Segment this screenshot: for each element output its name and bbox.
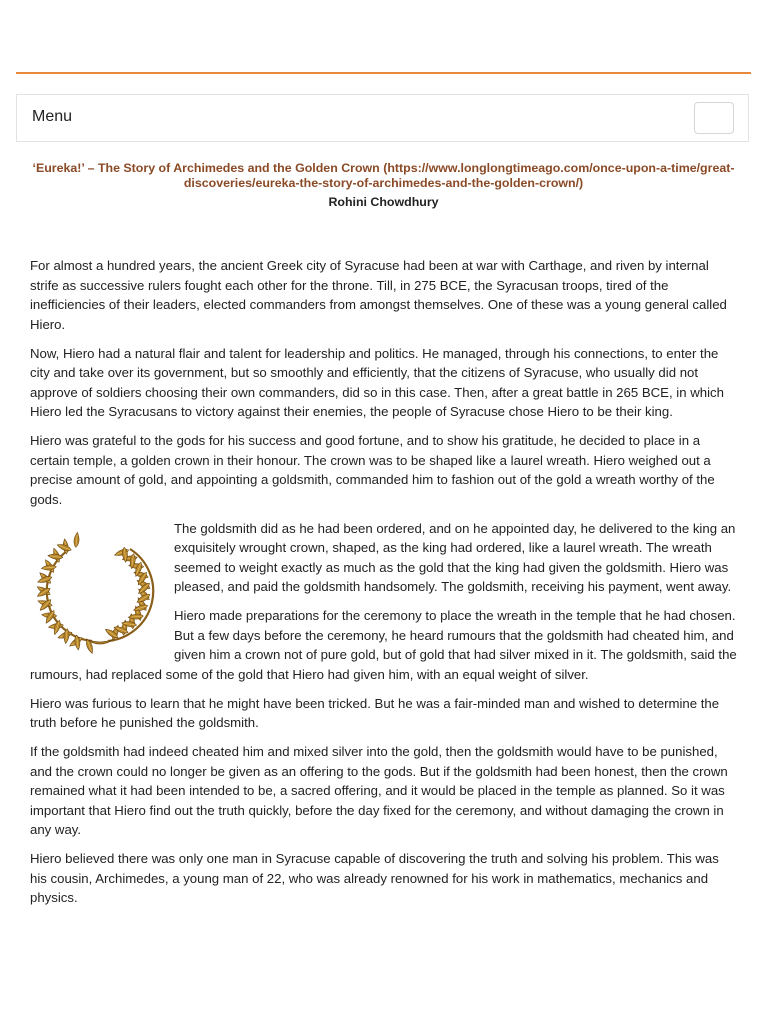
story-paragraph-2: Now, Hiero had a natural flair and talent for leadership and politics. He managed, through his connections, to enter the city and take over its government, but so smoothly and efficiently, that the citizens of Syracuse, who usually did not approve of soldiers choosing their own commanders, did so in this case. Then, after a great battle in 265 BCE, in which Hiero led the Syracusans to victory against their enemies, the people of Syracuse chose Hiero to be their king.: [30, 345, 724, 419]
laurel-wreath-icon: [30, 519, 170, 659]
menu-toggle-button[interactable]: [694, 102, 734, 134]
story-paragraph-3: Hiero was grateful to the gods for his success and good fortune, and to show his gratitude, he decided to place in a certain temple, a golden crown in their honour. The crown was to be shaped like a laurel wreath. Hiero weighed out a precise amount of gold, and appointing a goldsmith, commanded him to fashion out of the gold a wreath worthy of the gods.: [30, 433, 715, 507]
header-accent-rule: [16, 72, 751, 74]
nav-menu-bar: [16, 94, 749, 142]
story-author: Rohini Chowdhury: [328, 195, 439, 209]
story-header: [30, 161, 737, 210]
story-paragraph-6: Hiero was furious to learn that he might have been tricked. But he was a fair-minded man and wished to determine the truth before he punished the goldsmith.: [30, 695, 720, 730]
story-paragraph-7: If the goldsmith had indeed cheated him and mixed silver into the gold, then the goldsmith would have to be punished, and the crown could no longer be given as an offering to the gods. But if the goldsmith had been honest, then the crown remained what it had been intended to be, a sacred offering, and it would be placed in the temple as planned. So it was important that Hiero find out the truth quickly, before the day fixed for the ceremony, and without damaging the crown in any way.: [30, 744, 728, 837]
story-paragraph-5: Hiero made preparations for the ceremony to place the wreath in the temple that he had chosen. But a few days before the ceremony, he heard rumours that the goldsmith had cheated him, and given him a crown not of pure gold, but of gold that had silver mixed in it. The goldsmith, said the rumours, had replaced some of the gold that Hiero had given him, with an equal weight of silver.: [30, 608, 737, 682]
story-paragraph-1: For almost a hundred years, the ancient Greek city of Syracuse had been at war with Carthage, and riven by internal strife as successive rulers fought each other for the throne. Till, in 275 BCE, the Syracusan troops, tired of the inefficiencies of their leaders, elected commanders from amongst themselves. One of these was a young general called Hiero.: [30, 258, 727, 332]
story-paragraph-4: The goldsmith did as he had been ordered, and on he appointed day, he delivered to the king an exquisitely wrought crown, shaped, as the king had ordered, like a laurel wreath. The wreath seemed to weight exactly as much as the gold that the king had given the goldsmith. Hiero was pleased, and paid the goldsmith handsomely. The goldsmith, receiving his payment, went away.: [174, 520, 736, 594]
story-source-link[interactable]: ‘Eureka!’ – The Story of Archimedes and the Golden Crown (https://www.longlongtimeago.com/once-upon-a-time/great-discoveries/eureka-the-story-of-archimedes-and-the-golden-crown/): [32, 161, 735, 190]
menu-label[interactable]: Menu: [32, 108, 73, 125]
story-body: [30, 256, 738, 917]
story-paragraph-8: Hiero believed there was only one man in Syracuse capable of discovering the truth and solving his problem. This was his cousin, Archimedes, a young man of 22, who was already renowned for his work in mathematics, mechanics and physics.: [30, 851, 719, 905]
